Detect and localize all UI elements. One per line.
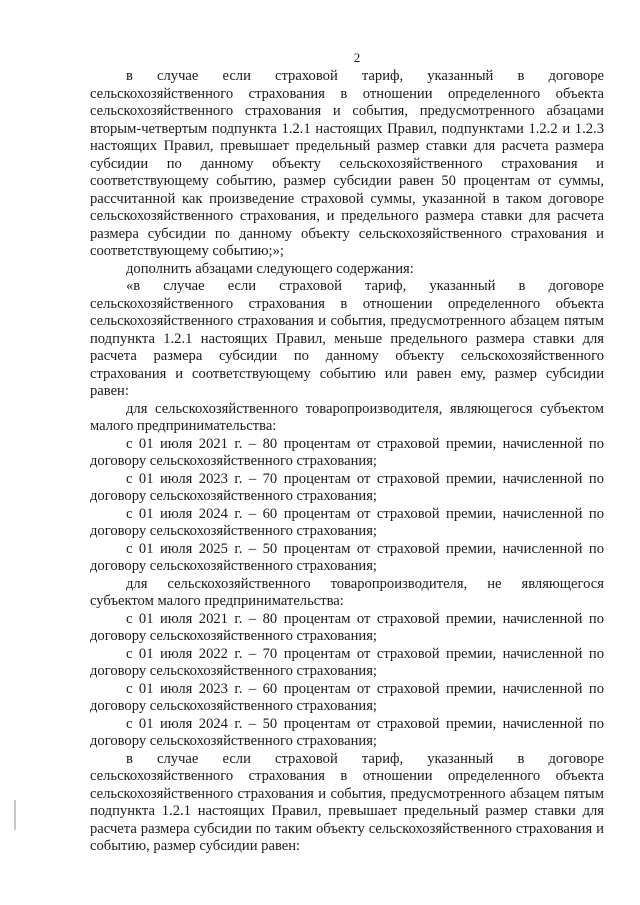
paragraph-small-business-heading: для сельскохозяйственного товаропроизводителя, являющегося субъектом малого предпринимательства:	[90, 400, 604, 434]
scan-edge-mark	[14, 800, 16, 830]
paragraph-non-small-business-2023: с 01 июля 2023 г. – 60 процентам от страховой премии, начисленной по договору сельскохозяйственного страхования;	[90, 680, 604, 714]
paragraph-add-clauses: дополнить абзацами следующего содержания:	[126, 260, 414, 277]
paragraph-non-small-business-2024: с 01 июля 2024 г. – 50 процентам от страховой премии, начисленной по договору сельскохозяйственного страхования;	[90, 715, 604, 749]
paragraph-small-business-2025: с 01 июля 2025 г. – 50 процентам от страховой премии, начисленной по договору сельскохозяйственного страхования;	[90, 540, 604, 574]
paragraph-small-business-2021: с 01 июля 2021 г. – 80 процентам от страховой премии, начисленной по договору сельскохозяйственного страхования;	[90, 435, 604, 469]
paragraph-small-business-2023: с 01 июля 2023 г. – 70 процентам от страховой премии, начисленной по договору сельскохозяйственного страхования;	[90, 470, 604, 504]
paragraph-non-small-business-2021: с 01 июля 2021 г. – 80 процентам от страховой премии, начисленной по договору сельскохозяйственного страхования;	[90, 610, 604, 644]
paragraph-small-business-2024: с 01 июля 2024 г. – 60 процентам от страховой премии, начисленной по договору сельскохозяйственного страхования;	[90, 505, 604, 539]
paragraph-tariff-below-limit: «в случае если страховой тариф, указанный в договоре сельскохозяйственного страхования в отношении определенного объекта сельскохозяйственного страхования и события, предусмотренного абзацем пятым подпункта 1.2.1 настоящих Правил, меньше предельного размера ставки для расчета размера субсидии по данному объекту сельскохозяйственного страхования и соответствующему событию или равен ему, размер субсидии равен:	[90, 278, 604, 399]
paragraph-tariff-exceeds-limit-fifth: в случае если страховой тариф, указанный в договоре сельскохозяйственного страхования в отношении определенного объекта сельскохозяйственного страхования и события, предусмотренного абзацем пятым подпункта 1.2.1 настоящих Правил, превышает предельный размер ставки для расчета размера субсидии по таким объекту сельскохозяйственного страхования и событию, размер субсидии равен:	[90, 750, 604, 854]
page-number: 2	[353, 50, 361, 65]
paragraph-tariff-exceeds-limit: в случае если страховой тариф, указанный в договоре сельскохозяйственного страхования в отношении определенного объекта сельскохозяйственного страхования и события, предусмотренного абзацами вторым-четвертым подпункта 1.2.1 настоящих Правил, подпунктами 1.2.2 и 1.2.3 настоящих Правил, превышает предельный размер ставки для расчета размера субсидии по данному объекту сельскохозяйственного страхования и соответствующему событию, размер субсидии равен 50 процентам от суммы, рассчитанной как произведение страховой суммы, указанной в таком договоре сельскохозяйственного страхования, и предельного размера ставки для расчета размера субсидии по данному объекту сельскохозяйственного страхования и соответствующему событию;»;	[90, 68, 604, 259]
paragraph-non-small-business-heading: для сельскохозяйственного товаропроизводителя, не являющегося субъектом малого предпринимательства:	[90, 575, 604, 609]
paragraph-non-small-business-2022: с 01 июля 2022 г. – 70 процентам от страховой премии, начисленной по договору сельскохозяйственного страхования;	[90, 645, 604, 679]
